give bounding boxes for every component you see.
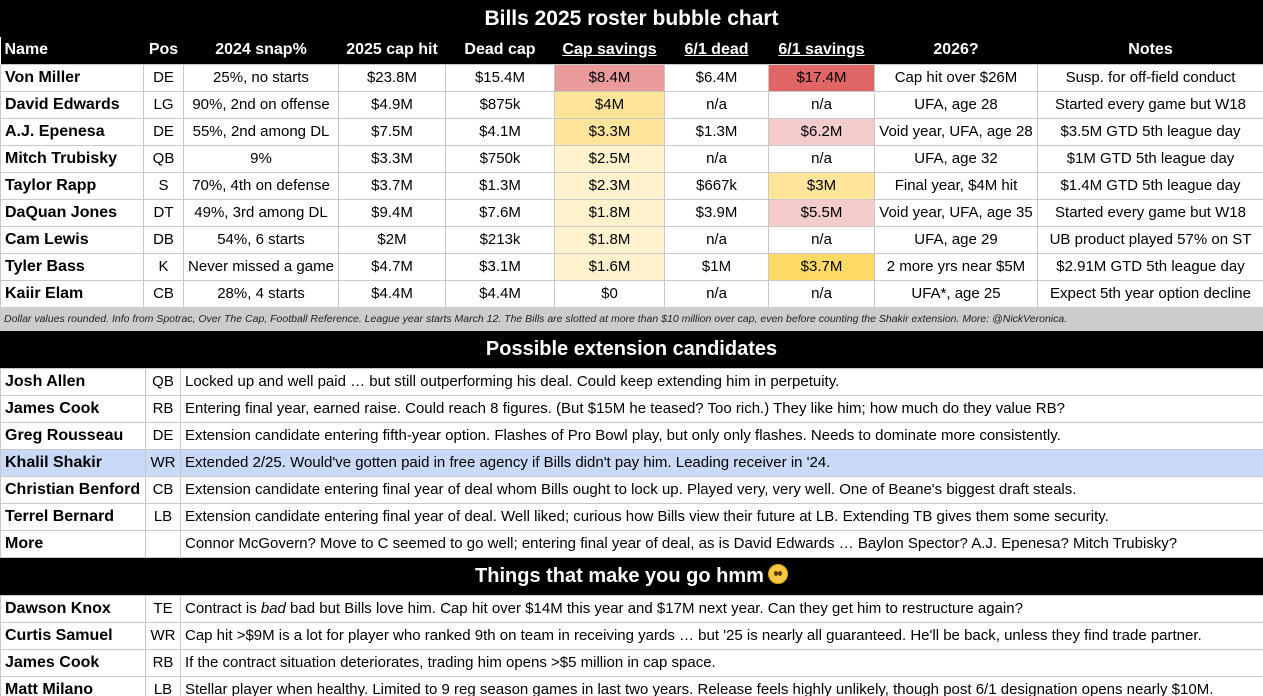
extension-section-title: Possible extension candidates: [0, 331, 1263, 368]
header-cap-hit: 2025 cap hit: [339, 37, 446, 64]
thinking-face-icon: [768, 564, 788, 584]
dead-cap: $4.1M: [446, 118, 555, 145]
table-row-highlighted: [1, 449, 1263, 476]
player-pos: LB: [146, 503, 181, 530]
june-savings: n/a: [769, 226, 875, 253]
dead-cap: $4.4M: [446, 280, 555, 307]
dead-cap: $875k: [446, 91, 555, 118]
player-name: DaQuan Jones: [1, 199, 144, 226]
snap-pct: 49%, 3rd among DL: [184, 199, 339, 226]
june-dead: $1M: [665, 253, 769, 280]
player-pos: DE: [146, 422, 181, 449]
june-savings: n/a: [769, 91, 875, 118]
outlook-2026: Final year, $4M hit: [875, 172, 1038, 199]
outlook-2026: UFA, age 28: [875, 91, 1038, 118]
dead-cap: $1.3M: [446, 172, 555, 199]
player-pos: RB: [146, 395, 181, 422]
table-row: [1, 395, 1263, 422]
cap-savings: $4M: [555, 91, 665, 118]
notes: UB product played 57% on ST: [1038, 226, 1263, 253]
cap-hit: $4.4M: [339, 280, 446, 307]
dead-cap: $750k: [446, 145, 555, 172]
hmm-table: [0, 595, 1263, 696]
table-row: [1, 199, 1263, 226]
outlook-2026: 2 more yrs near $5M: [875, 253, 1038, 280]
june-dead: $1.3M: [665, 118, 769, 145]
notes: $1.4M GTD 5th league day: [1038, 172, 1263, 199]
player-name: Mitch Trubisky: [1, 145, 144, 172]
cap-savings: $1.8M: [555, 199, 665, 226]
player-name: Tyler Bass: [1, 253, 144, 280]
table-row: [1, 118, 1263, 145]
source-footnote: Dollar values rounded. Info from Spotrac, Over The Cap, Football Reference. League year starts March 12. The Bills are slotted at more than $10 million over cap, even before counting the Shakir extension. More: @NickVeronica.: [0, 308, 1263, 331]
snap-pct: 28%, 4 starts: [184, 280, 339, 307]
player-pos: RB: [146, 649, 181, 676]
snap-pct: 90%, 2nd on offense: [184, 91, 339, 118]
hmm-title-text: Things that make you go hmm: [475, 564, 764, 587]
outlook-2026: UFA, age 32: [875, 145, 1038, 172]
player-note: Stellar player when healthy. Limited to 9 reg season games in last two years. Release feels highly unlikely, though post 6/1 designation opens nearly $10M.: [181, 676, 1263, 696]
player-pos: LG: [144, 91, 184, 118]
player-name: Khalil Shakir: [1, 449, 146, 476]
table-row: [1, 226, 1263, 253]
table-row: [1, 91, 1263, 118]
header-snap: 2024 snap%: [184, 37, 339, 64]
roster-title: Bills 2025 roster bubble chart: [0, 0, 1263, 37]
roster-header-row: [1, 37, 1263, 64]
player-note: [181, 595, 1263, 622]
player-pos: LB: [146, 676, 181, 696]
june-dead: n/a: [665, 145, 769, 172]
snap-pct: 54%, 6 starts: [184, 226, 339, 253]
outlook-2026: Cap hit over $26M: [875, 64, 1038, 91]
player-pos: QB: [144, 145, 184, 172]
june-dead: $667k: [665, 172, 769, 199]
player-name: Kaiir Elam: [1, 280, 144, 307]
june-savings: n/a: [769, 280, 875, 307]
cap-hit: $4.9M: [339, 91, 446, 118]
header-name: Name: [1, 37, 144, 64]
player-pos: DB: [144, 226, 184, 253]
june-dead: n/a: [665, 91, 769, 118]
header-dead-cap: Dead cap: [446, 37, 555, 64]
player-name: Matt Milano: [1, 676, 146, 696]
player-name: James Cook: [1, 649, 146, 676]
notes: Started every game but W18: [1038, 91, 1263, 118]
player-pos: CB: [144, 280, 184, 307]
dead-cap: $3.1M: [446, 253, 555, 280]
player-name: Terrel Bernard: [1, 503, 146, 530]
june-savings: $3M: [769, 172, 875, 199]
header-cap-savings: Cap savings: [555, 37, 665, 64]
note-pre: Contract is: [185, 600, 261, 617]
june-dead: n/a: [665, 226, 769, 253]
player-pos: WR: [146, 622, 181, 649]
june-dead: n/a: [665, 280, 769, 307]
snap-pct: 70%, 4th on defense: [184, 172, 339, 199]
player-pos: S: [144, 172, 184, 199]
notes: Started every game but W18: [1038, 199, 1263, 226]
header-pos: Pos: [144, 37, 184, 64]
dead-cap: $15.4M: [446, 64, 555, 91]
cap-savings: $0: [555, 280, 665, 307]
cap-savings: $2.5M: [555, 145, 665, 172]
player-note: Entering final year, earned raise. Could reach 8 figures. (But $15M he teased? Too rich.) They like him; how much do they value RB?: [181, 395, 1263, 422]
roster-table: [0, 37, 1263, 308]
player-note: Connor McGovern? Move to C seemed to go well; entering final year of deal, as is David Edwards … Baylon Spector? A.J. Epenesa? Mitch Trubisky?: [181, 530, 1263, 557]
cap-savings: $1.8M: [555, 226, 665, 253]
player-note: Extension candidate entering fifth-year option. Flashes of Pro Bowl play, but only only flashes. Needs to dominate more consistently.: [181, 422, 1263, 449]
table-row: [1, 64, 1263, 91]
player-note: If the contract situation deteriorates, trading him opens >$5 million in cap space.: [181, 649, 1263, 676]
dead-cap: $213k: [446, 226, 555, 253]
snap-pct: 25%, no starts: [184, 64, 339, 91]
player-pos: CB: [146, 476, 181, 503]
player-name: James Cook: [1, 395, 146, 422]
outlook-2026: UFA, age 29: [875, 226, 1038, 253]
header-2026: 2026?: [875, 37, 1038, 64]
player-pos: DT: [144, 199, 184, 226]
player-name: More: [1, 530, 146, 557]
table-row: [1, 595, 1263, 622]
player-name: Greg Rousseau: [1, 422, 146, 449]
dead-cap: $7.6M: [446, 199, 555, 226]
snap-pct: 55%, 2nd among DL: [184, 118, 339, 145]
cap-hit: $4.7M: [339, 253, 446, 280]
table-row: [1, 530, 1263, 557]
june-savings: $6.2M: [769, 118, 875, 145]
table-row: [1, 280, 1263, 307]
table-row: [1, 503, 1263, 530]
player-pos: WR: [146, 449, 181, 476]
player-pos: QB: [146, 368, 181, 395]
outlook-2026: UFA*, age 25: [875, 280, 1038, 307]
snap-pct: 9%: [184, 145, 339, 172]
table-row: [1, 422, 1263, 449]
outlook-2026: Void year, UFA, age 28: [875, 118, 1038, 145]
table-row: [1, 649, 1263, 676]
player-name: Taylor Rapp: [1, 172, 144, 199]
player-note: Cap hit >$9M is a lot for player who ranked 9th on team in receiving yards … but '25 is nearly all guaranteed. He'll be back, unless they find trade partner.: [181, 622, 1263, 649]
cap-hit: $3.3M: [339, 145, 446, 172]
player-name: Dawson Knox: [1, 595, 146, 622]
player-pos: K: [144, 253, 184, 280]
player-pos: [146, 530, 181, 557]
notes: Susp. for off-field conduct: [1038, 64, 1263, 91]
player-note: Extension candidate entering final year of deal whom Bills ought to lock up. Played very, very well. One of Beane's biggest draft steals.: [181, 476, 1263, 503]
header-june-savings: 6/1 savings: [769, 37, 875, 64]
note-post: bad but Bills love him. Cap hit over $14M this year and $17M next year. Can they get him to restructure again?: [285, 600, 1023, 617]
player-name: Curtis Samuel: [1, 622, 146, 649]
june-savings: $5.5M: [769, 199, 875, 226]
extension-table: [0, 368, 1263, 558]
cap-hit: $23.8M: [339, 64, 446, 91]
notes: Expect 5th year option decline: [1038, 280, 1263, 307]
cap-savings: $1.6M: [555, 253, 665, 280]
snap-pct: Never missed a game: [184, 253, 339, 280]
table-row: [1, 368, 1263, 395]
cap-hit: $9.4M: [339, 199, 446, 226]
player-name: Christian Benford: [1, 476, 146, 503]
notes: $2.91M GTD 5th league day: [1038, 253, 1263, 280]
cap-savings: $3.3M: [555, 118, 665, 145]
cap-savings: $2.3M: [555, 172, 665, 199]
june-savings: $3.7M: [769, 253, 875, 280]
player-note: Locked up and well paid … but still outperforming his deal. Could keep extending him in perpetuity.: [181, 368, 1263, 395]
player-pos: DE: [144, 64, 184, 91]
player-pos: DE: [144, 118, 184, 145]
header-notes: Notes: [1038, 37, 1263, 64]
player-note: Extended 2/25. Would've gotten paid in free agency if Bills didn't pay him. Leading receiver in '24.: [181, 449, 1263, 476]
note-emphasis: bad: [260, 600, 286, 617]
header-june-dead: 6/1 dead: [665, 37, 769, 64]
table-row: [1, 676, 1263, 696]
cap-hit: $7.5M: [339, 118, 446, 145]
player-name: A.J. Epenesa: [1, 118, 144, 145]
hmm-section-title: [0, 558, 1263, 595]
table-row: [1, 172, 1263, 199]
outlook-2026: Void year, UFA, age 35: [875, 199, 1038, 226]
notes: $1M GTD 5th league day: [1038, 145, 1263, 172]
cap-hit: $2M: [339, 226, 446, 253]
cap-hit: $3.7M: [339, 172, 446, 199]
player-name: Cam Lewis: [1, 226, 144, 253]
table-row: [1, 622, 1263, 649]
june-dead: $3.9M: [665, 199, 769, 226]
june-savings: $17.4M: [769, 64, 875, 91]
table-row: [1, 145, 1263, 172]
player-note: Extension candidate entering final year of deal. Well liked; curious how Bills view their future at LB. Extending TB gives them some security.: [181, 503, 1263, 530]
june-dead: $6.4M: [665, 64, 769, 91]
player-name: Josh Allen: [1, 368, 146, 395]
table-row: [1, 253, 1263, 280]
june-savings: n/a: [769, 145, 875, 172]
table-row: [1, 476, 1263, 503]
player-pos: TE: [146, 595, 181, 622]
player-name: Von Miller: [1, 64, 144, 91]
notes: $3.5M GTD 5th league day: [1038, 118, 1263, 145]
cap-savings: $8.4M: [555, 64, 665, 91]
player-name: David Edwards: [1, 91, 144, 118]
